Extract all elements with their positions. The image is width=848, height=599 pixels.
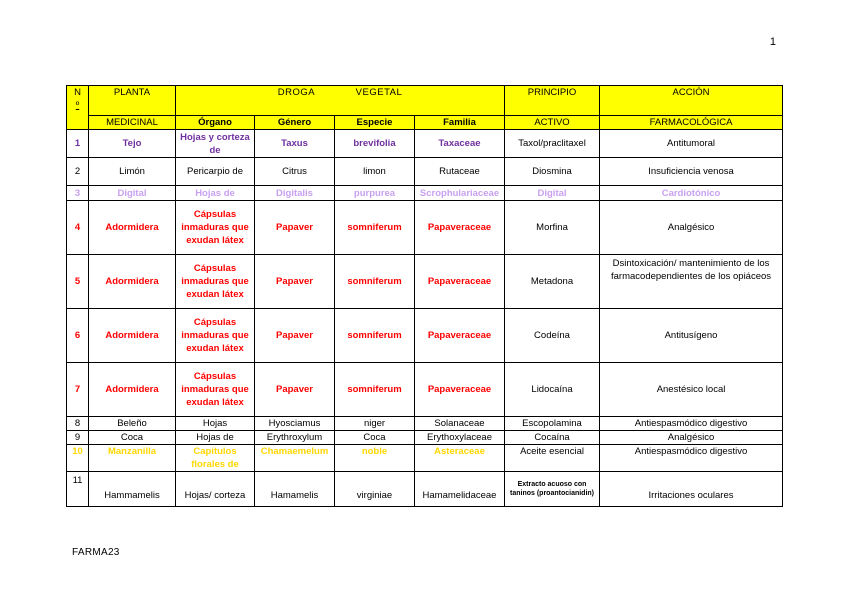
- cell-genero: Taxus: [255, 130, 335, 158]
- cell-planta: Adormidera: [89, 255, 176, 309]
- cell-familia: Papaveraceae: [415, 201, 505, 255]
- cell-principio: Taxol/praclitaxel: [505, 130, 600, 158]
- cell-accion: Insuficiencia venosa: [600, 158, 783, 186]
- table-row: [67, 431, 783, 445]
- cell-planta: Adormidera: [89, 309, 176, 363]
- cell-especie: limon: [335, 158, 415, 186]
- cell-especie: purpurea: [335, 186, 415, 201]
- cell-accion: Antitumoral: [600, 130, 783, 158]
- header-genero: Género: [255, 116, 335, 130]
- header-row-1: [67, 86, 783, 116]
- table-row: [67, 186, 783, 201]
- cell-genero: Papaver: [255, 255, 335, 309]
- row-number: 1: [67, 130, 89, 158]
- cell-familia: Papaveraceae: [415, 309, 505, 363]
- cell-accion: Cardiotónico: [600, 186, 783, 201]
- cell-genero: Hyosciamus: [255, 417, 335, 431]
- cell-especie: somniferum: [335, 255, 415, 309]
- cell-organo: Hojas de: [176, 431, 255, 445]
- cell-familia: Papaveraceae: [415, 255, 505, 309]
- row-number: 4: [67, 201, 89, 255]
- header-planta: PLANTA: [89, 86, 176, 116]
- cell-organo: Cápsulas inmaduras que exudan látex: [176, 255, 255, 309]
- header-organo: Órgano: [176, 116, 255, 130]
- cell-principio: Aceite esencial: [505, 445, 600, 472]
- cell-genero: Papaver: [255, 363, 335, 417]
- row-number: 10: [67, 445, 89, 472]
- cell-principio: Lidocaína: [505, 363, 600, 417]
- cell-organo: Cápsulas inmaduras que exudan látex: [176, 363, 255, 417]
- header-especie: Especie: [335, 116, 415, 130]
- header-farmacologica: FARMACOLÓGICA: [600, 116, 783, 130]
- table-row: [67, 309, 783, 363]
- cell-principio: Codeína: [505, 309, 600, 363]
- table-row: [67, 130, 783, 158]
- table-row: [67, 472, 783, 507]
- cell-organo: Cápsulas inmaduras que exudan látex: [176, 201, 255, 255]
- cell-especie: Coca: [335, 431, 415, 445]
- cell-familia: Hamamelidaceae: [415, 472, 505, 507]
- cell-principio: Metadona: [505, 255, 600, 309]
- cell-accion: Antiespasmódico digestivo: [600, 445, 783, 472]
- cell-familia: Taxaceae: [415, 130, 505, 158]
- cell-principio: Cocaína: [505, 431, 600, 445]
- cell-especie: niger: [335, 417, 415, 431]
- cell-genero: Hamamelis: [255, 472, 335, 507]
- cell-genero: Citrus: [255, 158, 335, 186]
- page-number: 1: [769, 36, 776, 48]
- header-row-2: [67, 116, 783, 130]
- row-number: 3: [67, 186, 89, 201]
- cell-genero: Papaver: [255, 201, 335, 255]
- cell-accion: Antitusígeno: [600, 309, 783, 363]
- header-familia: Familia: [415, 116, 505, 130]
- cell-accion: Dsintoxicación/ mantenimiento de los farmacodependientes de los opiáceos: [600, 255, 783, 309]
- cell-principio: Extracto acuoso con taninos (proantocianidin): [505, 472, 600, 507]
- cell-organo: Hojas y corteza de: [176, 130, 255, 158]
- cell-organo: Pericarpio de: [176, 158, 255, 186]
- cell-especie: somniferum: [335, 363, 415, 417]
- row-number: 6: [67, 309, 89, 363]
- cell-principio: Diosmina: [505, 158, 600, 186]
- cell-familia: Papaveraceae: [415, 363, 505, 417]
- cell-especie: brevifolia: [335, 130, 415, 158]
- table-row: [67, 201, 783, 255]
- cell-familia: Erythoxylaceae: [415, 431, 505, 445]
- cell-planta: Adormidera: [89, 201, 176, 255]
- header-accion: ACCIÓN: [600, 86, 783, 116]
- cell-planta: Coca: [89, 431, 176, 445]
- cell-especie: virginiae: [335, 472, 415, 507]
- cell-accion: Anestésico local: [600, 363, 783, 417]
- table-row: [67, 445, 783, 472]
- cell-especie: noble: [335, 445, 415, 472]
- cell-accion: Analgésico: [600, 201, 783, 255]
- cell-familia: Rutaceae: [415, 158, 505, 186]
- cell-especie: somniferum: [335, 201, 415, 255]
- cell-planta: Limón: [89, 158, 176, 186]
- table-row: [67, 158, 783, 186]
- cell-organo: Hojas/ corteza: [176, 472, 255, 507]
- row-number: 5: [67, 255, 89, 309]
- cell-principio: Digital: [505, 186, 600, 201]
- header-medicinal: MEDICINAL: [89, 116, 176, 130]
- cell-organo: Hojas: [176, 417, 255, 431]
- cell-organo: Capítulos florales de: [176, 445, 255, 472]
- cell-principio: Escopolamina: [505, 417, 600, 431]
- cell-organo: Hojas de: [176, 186, 255, 201]
- header-droga-vegetal: DROGA VEGETAL: [176, 86, 505, 116]
- header-activo: ACTIVO: [505, 116, 600, 130]
- cell-genero: Digitalis: [255, 186, 335, 201]
- cell-genero: Chamaemelum: [255, 445, 335, 472]
- cell-planta: Digital: [89, 186, 176, 201]
- row-number: 9: [67, 431, 89, 445]
- cell-accion: Antiespasmódico digestivo: [600, 417, 783, 431]
- footer-label: FARMA23: [72, 547, 120, 558]
- cell-accion: Irritaciones oculares: [600, 472, 783, 507]
- table-row: [67, 255, 783, 309]
- cell-planta: Manzanilla: [89, 445, 176, 472]
- cell-planta: Hammamelis: [89, 472, 176, 507]
- cell-planta: Tejo: [89, 130, 176, 158]
- header-n: N º: [67, 86, 89, 130]
- cell-genero: Papaver: [255, 309, 335, 363]
- row-number: 8: [67, 417, 89, 431]
- cell-familia: Asteraceae: [415, 445, 505, 472]
- cell-accion: Analgésico: [600, 431, 783, 445]
- table-row: [67, 363, 783, 417]
- cell-familia: Solanaceae: [415, 417, 505, 431]
- row-number: 11: [67, 472, 89, 507]
- cell-genero: Erythroxylum: [255, 431, 335, 445]
- cell-organo: Cápsulas inmaduras que exudan látex: [176, 309, 255, 363]
- cell-planta: Beleño: [89, 417, 176, 431]
- table-row: [67, 417, 783, 431]
- row-number: 2: [67, 158, 89, 186]
- cell-familia: Scrophulariaceae: [415, 186, 505, 201]
- cell-principio: Morfina: [505, 201, 600, 255]
- cell-especie: somniferum: [335, 309, 415, 363]
- drug-table: [66, 85, 783, 507]
- cell-planta: Adormidera: [89, 363, 176, 417]
- header-principio: PRINCIPIO: [505, 86, 600, 116]
- row-number: 7: [67, 363, 89, 417]
